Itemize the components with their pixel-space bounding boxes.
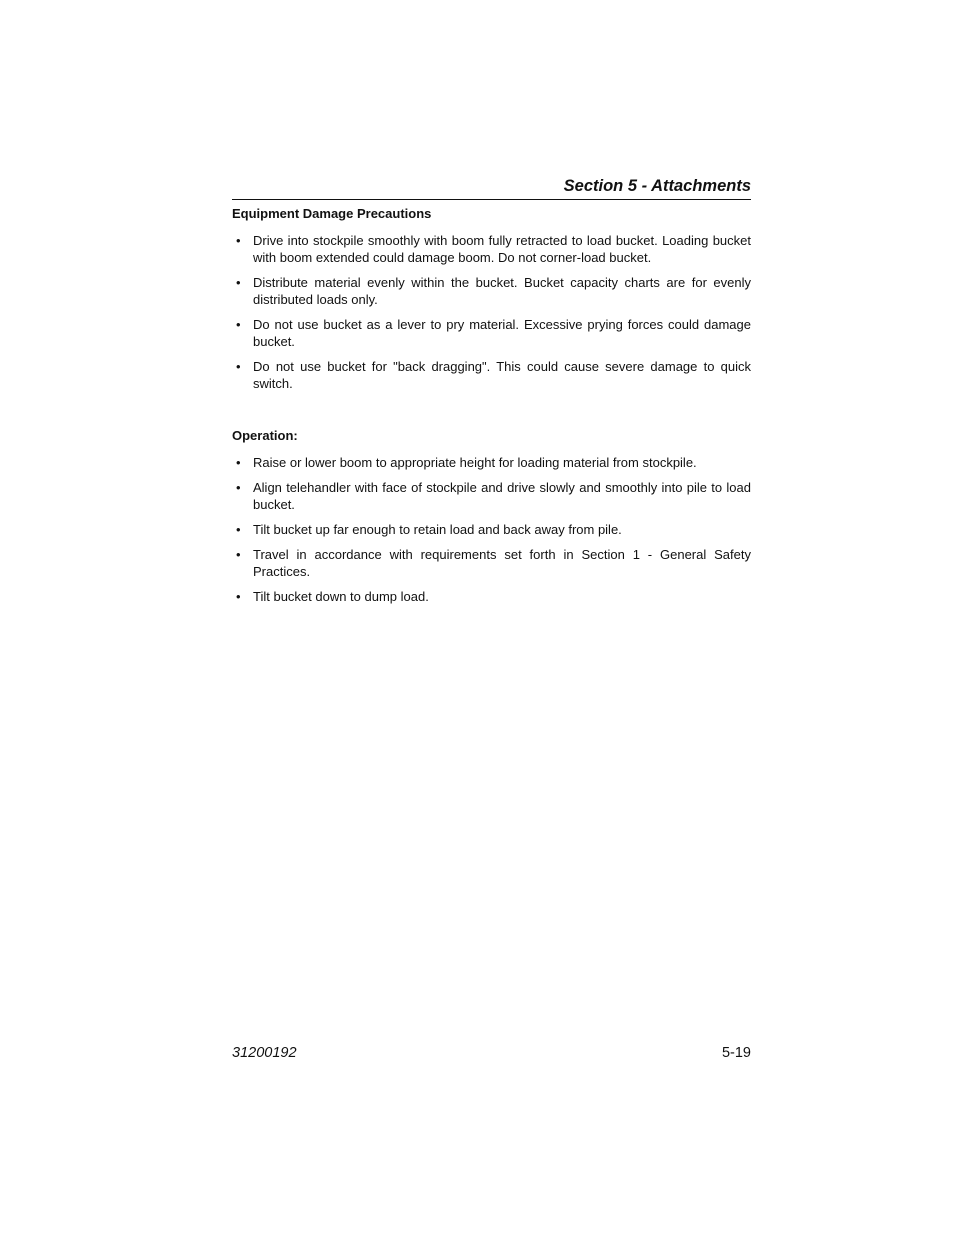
list-item	[232, 479, 751, 513]
header-divider	[232, 199, 751, 200]
section-heading: Operation:	[232, 428, 298, 443]
list-item	[232, 316, 751, 350]
section-title: Section 5 - Attachments	[563, 177, 751, 195]
list-item-text: Travel in accordance with requirements set forth in Section 1 - General Safety Practices.	[253, 547, 751, 579]
list-item-text: Distribute material evenly within the bucket. Bucket capacity charts are for evenly distributed loads only.	[253, 275, 751, 307]
list-item-text: Tilt bucket down to dump load.	[253, 589, 429, 604]
bullet-icon: •	[236, 589, 241, 604]
bullet-icon: •	[236, 359, 241, 374]
list-item-text: Do not use bucket for "back dragging". This could cause severe damage to quick switch.	[253, 359, 751, 391]
section-heading: Equipment Damage Precautions	[232, 206, 432, 221]
precautions-list	[232, 232, 751, 392]
list-item-text: Raise or lower boom to appropriate height for loading material from stockpile.	[253, 455, 697, 470]
page-number: 5-19	[721, 1045, 751, 1061]
list-item	[232, 454, 751, 471]
list-item-text: Drive into stockpile smoothly with boom fully retracted to load bucket. Loading bucket with boom extended could damage boom. Do not corner-load bucket.	[253, 233, 751, 265]
list-item-text: Do not use bucket as a lever to pry material. Excessive prying forces could damage bucket.	[253, 317, 751, 349]
bullet-icon: •	[236, 275, 241, 290]
list-item	[232, 232, 751, 266]
list-item	[232, 546, 751, 580]
list-item-text: Align telehandler with face of stockpile and drive slowly and smoothly into pile to load bucket.	[253, 480, 751, 512]
bullet-icon: •	[236, 547, 241, 562]
bullet-icon: •	[236, 233, 241, 248]
bullet-icon: •	[236, 522, 241, 537]
operation-section	[232, 428, 751, 613]
document-number: 31200192	[232, 1045, 297, 1061]
bullet-icon: •	[236, 455, 241, 470]
bullet-icon: •	[236, 317, 241, 332]
list-item	[232, 274, 751, 308]
operation-list	[232, 454, 751, 605]
list-item	[232, 358, 751, 392]
list-item	[232, 588, 751, 605]
equipment-damage-precautions-section	[232, 206, 751, 400]
list-item	[232, 521, 751, 538]
bullet-icon: •	[236, 480, 241, 495]
list-item-text: Tilt bucket up far enough to retain load and back away from pile.	[253, 522, 622, 537]
